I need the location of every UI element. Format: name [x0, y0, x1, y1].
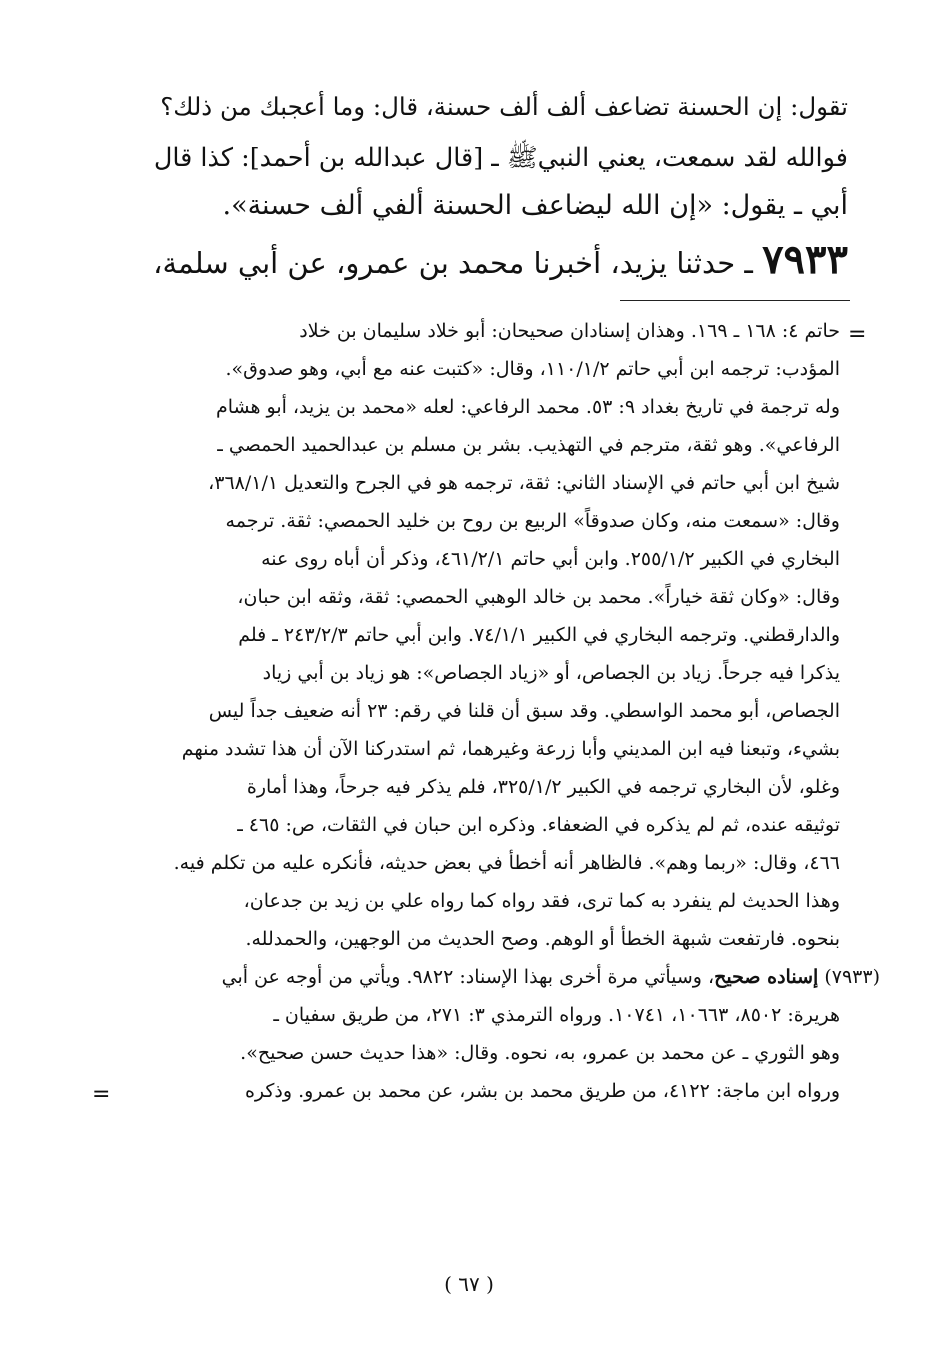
footnote-line: وهذا الحديث لم ينفرد به كما ترى، فقد رواه كما رواه علي بن زيد بن جدعان،: [243, 890, 840, 912]
footnote-line: الجصاص، أبو محمد الواسطي. وقد سبق أن قلنا في رقم: ٢٣ أنه ضعيف جداً ليس: [208, 700, 840, 722]
hadith-line: [148, 236, 848, 283]
hadith-opening: ـ حدثنا يزيد، أخبرنا محمد بن عمرو، عن أبي سلمة،: [153, 246, 753, 280]
hadith-number: ٧٩٣٣: [762, 236, 848, 283]
continuation-mark-top: =: [848, 322, 867, 347]
footnote-line: حاتم ٤: ١٦٨ ـ ١٦٩. وهذان إسنادان صحيحان: أبو خلاد سليمان بن خلاد: [299, 320, 840, 342]
footnote-line: وقال: «وكان ثقة خياراً». محمد بن خالد الوهبي الحمصي: ثقة، وثقه ابن حبان،: [237, 586, 840, 608]
footnote-line: وقال: «سمعت منه، وكان صدوقاً» الربيع بن روح بن خليد الحمصي: ثقة. ترجمه: [225, 510, 840, 532]
footnote-2-grade: إسناده صحيح: [714, 966, 819, 988]
footnote-2-line-1: [118, 966, 880, 988]
footnote-2-label: (٧٩٣٣): [824, 966, 880, 988]
footnote-line: الرفاعي». وهو ثقة، مترجم في التهذيب. بشر بن مسلم بن عبدالحميد الحمصي ـ: [217, 434, 840, 456]
footnote-line: البخاري في الكبير ٢٥٥/١/٢. وابن أبي حاتم ٤٦١/٢/١، وذكر أن أباه روى عنه: [261, 548, 840, 570]
footnote-line: وهو الثوري ـ عن محمد بن عمرو، به، نحوه. وقال: «هذا حديث حسن صحيح».: [240, 1042, 840, 1064]
footnote-line: توثيقه عنده، ثم لم يذكره في الضعفاء. وذكره ابن حبان في الثقات، ص: ٤٦٥ ـ: [237, 814, 840, 836]
continuation-mark-bottom: =: [92, 1082, 111, 1107]
footnote-line: المؤدب: ترجمه ابن أبي حاتم ١١٠/١/٢، وقال: «كتبت عنه مع أبي، وهو صدوق».: [225, 358, 840, 380]
footnote-line: بنحوه. فارتفعت شبهة الخطأ أو الوهم. وصح الحديث من الوجهين، والحمدلله.: [245, 928, 840, 950]
main-text-line-2: فوالله لقد سمعت، يعني النبيﷺ ـ [قال عبدالله بن أحمد]: كذا قال: [153, 143, 848, 173]
footnote-line: وله ترجمة في تاريخ بغداد ٩: ٥٣. محمد الرفاعي: لعله «محمد بن يزيد، أبو هشام: [215, 396, 840, 418]
footnote-2-text: ، وسيأتي مرة أخرى بهذا الإسناد: ٩٨٢٢. ويأتي من أوجه عن أبي: [221, 966, 715, 988]
footnote-line: يذكرا فيه جرحاً. زياد بن الجصاص، أو «زياد الجصاص»: هو زياد بن أبي زياد: [262, 662, 840, 684]
footnote-separator: [620, 300, 850, 301]
footnote-line: ورواه ابن ماجة: ٤١٢٢، من طريق محمد بن بشر، عن محمد بن عمرو. وذكره: [244, 1080, 840, 1102]
footnote-line: بشيء، وتبعنا فيه ابن المديني وأبا زرعة وغيرهما، ثم استدركنا الآن أن هذا تشدد منهم: [181, 738, 840, 760]
footnote-line: شيخ ابن أبي حاتم في الإسناد الثاني: ثقة، ترجمه هو في الجرح والتعديل ٣٦٨/١/١،: [208, 472, 840, 494]
footnote-line: والدارقطني. وترجمه البخاري في الكبير ٧٤/١/١. وابن أبي حاتم ٢٤٣/٢/٣ ـ فلم: [238, 624, 840, 646]
footnote-line: وغلو، لأن البخاري ترجمه في الكبير ٣٢٥/١/٢، فلم يذكر فيه جرحاً، وهذا أمارة: [246, 776, 840, 798]
footnote-line: ٤٦٦، وقال: «ربما وهم». فالظاهر أنه أخطأ في بعض حديثه، فأنكره عليه من تكلم فيه.: [173, 852, 840, 874]
main-text-line-3: أبي ـ يقول: «إن الله ليضاعف الحسنة ألفي ألف حسنة».: [222, 190, 848, 221]
main-text-line-1: تقول: إن الحسنة تضاعف ألف ألف حسنة، قال: وما أعجبك من ذلك؟: [160, 92, 848, 121]
page-number: ( ٦٧ ): [444, 1272, 494, 1296]
footnote-line: هريرة: ٨٥٠٢، ١٠٦٦٣، ١٠٧٤١. ورواه الترمذي ٣: ٢٧١، من طريق سفيان ـ: [273, 1004, 840, 1026]
